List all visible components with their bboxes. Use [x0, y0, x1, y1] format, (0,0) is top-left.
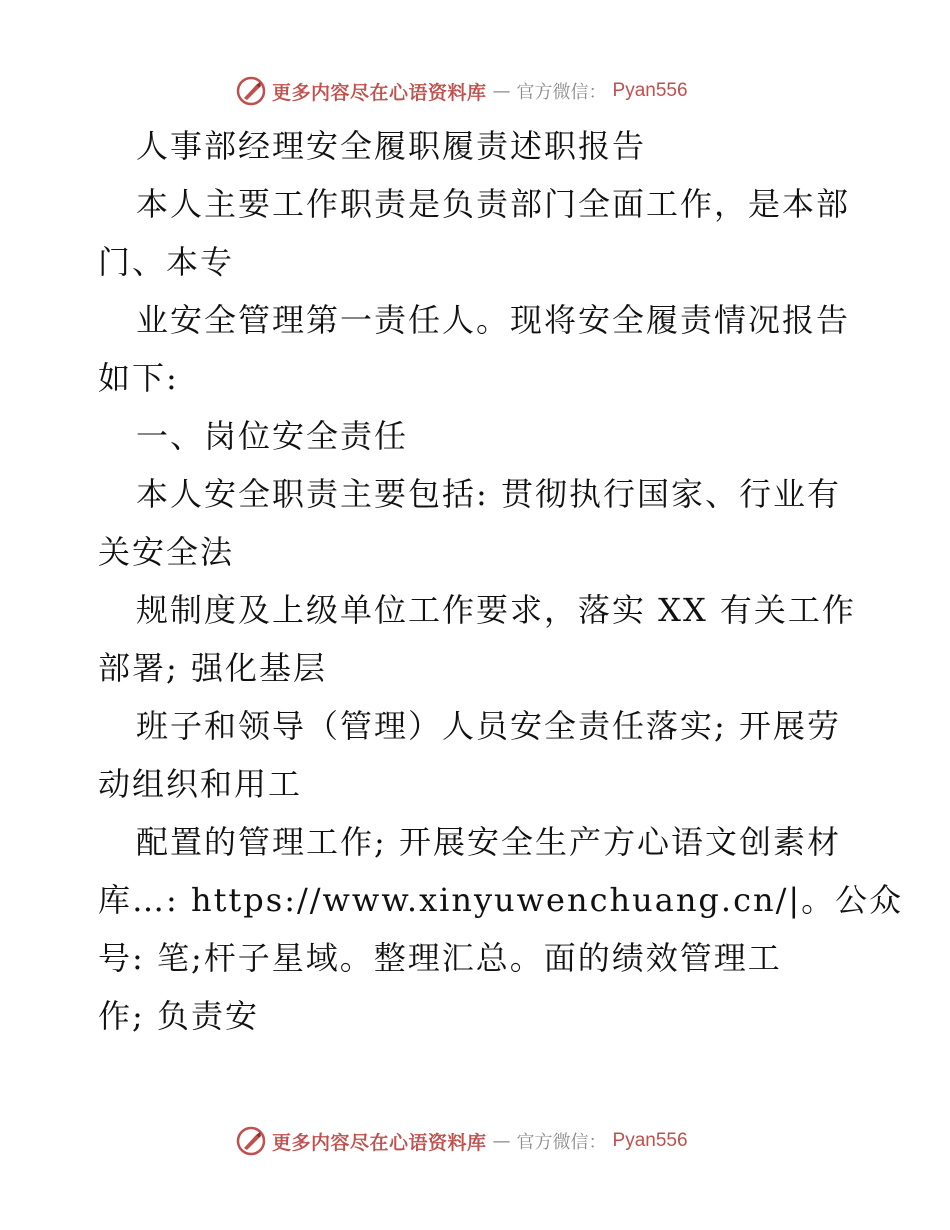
banner-wechat-id: Pyan556 — [612, 80, 688, 101]
banner-separator: — — [492, 1130, 511, 1152]
quill-logo-icon — [236, 1126, 266, 1156]
body-line: 作; 负责安 — [98, 997, 259, 1035]
document-title: 人事部经理安全履职履责述职报告 — [136, 127, 647, 165]
body-line: 业安全管理第一责任人。现将安全履责情况报告 — [136, 301, 851, 339]
body-line: 配置的管理工作; 开展安全生产方心语文创素材 — [136, 823, 841, 861]
body-line: 部署; 强化基层 — [98, 649, 327, 687]
body-line: 班子和领导（管理）人员安全责任落实; 开展劳 — [136, 707, 841, 745]
banner-separator: — — [492, 80, 511, 102]
body-line: 规制度及上级单位工作要求，落实 XX 有关工作 — [136, 591, 856, 629]
document-body — [98, 117, 904, 1045]
banner-wechat-id: Pyan556 — [612, 1130, 688, 1151]
body-line: 本人主要工作职责是负责部门全面工作，是本部 — [136, 185, 851, 223]
banner-wechat-label: 官方微信： — [516, 82, 607, 103]
section-heading: 一、岗位安全责任 — [136, 417, 409, 455]
body-line: 门、本专 — [98, 243, 235, 281]
body-line: 本人安全职责主要包括: 贯彻执行国家、行业有 — [136, 475, 841, 513]
banner-wechat-label: 官方微信： — [516, 1132, 607, 1153]
header-banner — [236, 74, 688, 108]
body-line: 关安全法 — [98, 533, 235, 571]
quill-logo-icon — [236, 76, 266, 106]
footer-banner — [236, 1124, 688, 1158]
banner-main-text: 更多内容尽在心语资料库 — [272, 1131, 487, 1154]
body-line: 如下: — [98, 359, 179, 397]
banner-main-text: 更多内容尽在心语资料库 — [272, 81, 487, 104]
body-line: 库…: https://www.xinyuwenchuang.cn/|。公众 — [98, 881, 904, 919]
body-line: 号: 笔;杆子星域。整理汇总。面的绩效管理工 — [98, 939, 782, 977]
body-line: 动组织和用工 — [98, 765, 303, 803]
